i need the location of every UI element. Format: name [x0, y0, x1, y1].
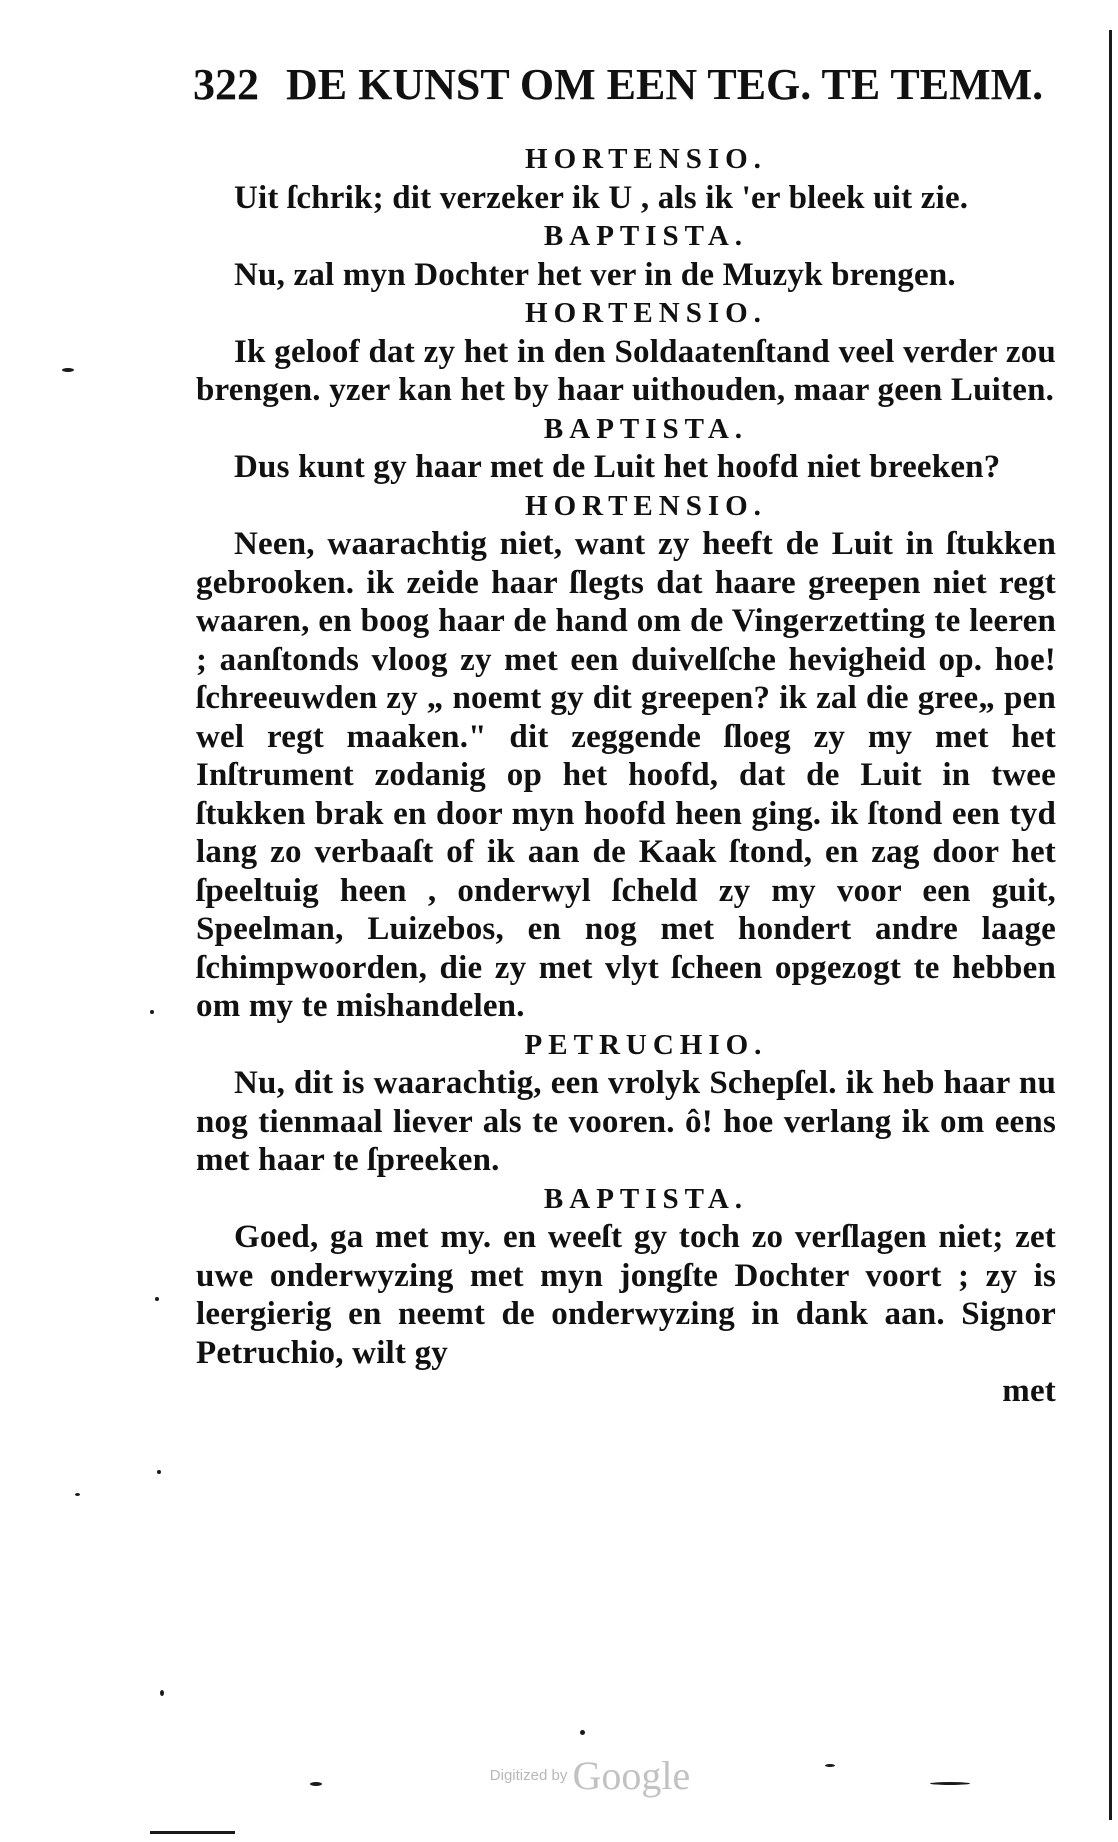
page-edge-rule [1109, 30, 1112, 1820]
speech-text: Uit ſchrik; dit verzeker ik U , als ik 'er bleek uit zie. [234, 179, 969, 216]
speech-text: Neen, waarachtig niet, want zy heeft de Luit in ſtukken gebrooken. ik zeide haar ſlegts dat haare greepen niet regt waaren, en boog haar de hand om de Vingerzetting te leeren ; aanſtonds vloog zy met een duivelſche hevigheid op. hoe! ſchreeuwden zy „ noemt gy dit greepen? ik zal die gree„ pen wel regt maaken." dit zeggende ſloeg zy my met het Inſtrument zodanig op het hoofd, dat de Luit in twee ſtukken brak en door myn hoofd heen ging. ik ſtond een tyd lang zo verbaaſt of ik aan de Kaak ſtond, en zag door het ſpeeltuig heen , onderwyl ſcheld zy my voor een guit, Speelman, Luizebos, en nog met hondert andre laage ſchimpwoorden, die zy met vlyt ſcheen opgezogt te hebben om my te mishandelen. [196, 526, 1056, 1024]
speaker-heading: HORTENSIO. [525, 489, 767, 522]
speaker-heading: BAPTISTA. [543, 1182, 749, 1215]
speaker-heading: BAPTISTA. [543, 412, 749, 445]
bottom-edge-rule [150, 1831, 235, 1834]
speaker-heading: BAPTISTA. [543, 220, 749, 252]
speaker-heading: HORTENSIO. [525, 143, 767, 175]
play-text [196, 140, 1056, 1411]
speech-text: Dus kunt gy haar met de Luit het hoofd niet breeken? [234, 449, 1001, 485]
page-number: 322 [193, 60, 259, 109]
google-logo: Google [572, 1753, 691, 1798]
scan-speck [930, 1782, 970, 1785]
speech-text: Ik geloof dat zy het in den Soldaatenſtand veel verder zou brengen. yzer kan het by haar uithouden, maar geen Luiten. [196, 333, 1056, 408]
speech-text: Nu, zal myn Dochter het ver in de Muzyk brengen. [234, 256, 956, 293]
scan-speck [160, 1690, 164, 1696]
speech-text: Nu, dit is waarachtig, een vrolyk Schepſel. ik heb haar nu nog tienmaal liever als te vooren. ô! hoe verlang ik om eens met haar te ſpreeken. [196, 1065, 1056, 1178]
running-title: DE KUNST OM EEN TEG. TE TEMM. [286, 60, 1044, 109]
scan-speck [157, 1470, 161, 1474]
scan-speck [75, 1493, 80, 1496]
scan-speck [825, 1764, 835, 1767]
digitized-by-label: Digitized by [489, 1767, 568, 1784]
scan-speck [310, 1782, 322, 1786]
speech-text: Goed, ga met my. en weeſt gy toch zo verſlagen niet; zet uwe onderwyzing met myn jongſte Dochter voort ; zy is leergierig en neemt de onderwyzing in dank aan. Signor Petruchio, wilt gy [196, 1219, 1056, 1371]
running-header [193, 58, 1044, 112]
scan-speck [155, 1297, 159, 1301]
scan-speck [580, 1730, 585, 1735]
digitized-by-watermark [470, 1752, 710, 1799]
scan-speck [62, 368, 74, 372]
catchword: met [1002, 1373, 1056, 1409]
scan-speck [150, 1010, 154, 1014]
speaker-heading: PETRUCHIO. [524, 1028, 768, 1061]
speaker-heading: HORTENSIO. [525, 297, 767, 329]
